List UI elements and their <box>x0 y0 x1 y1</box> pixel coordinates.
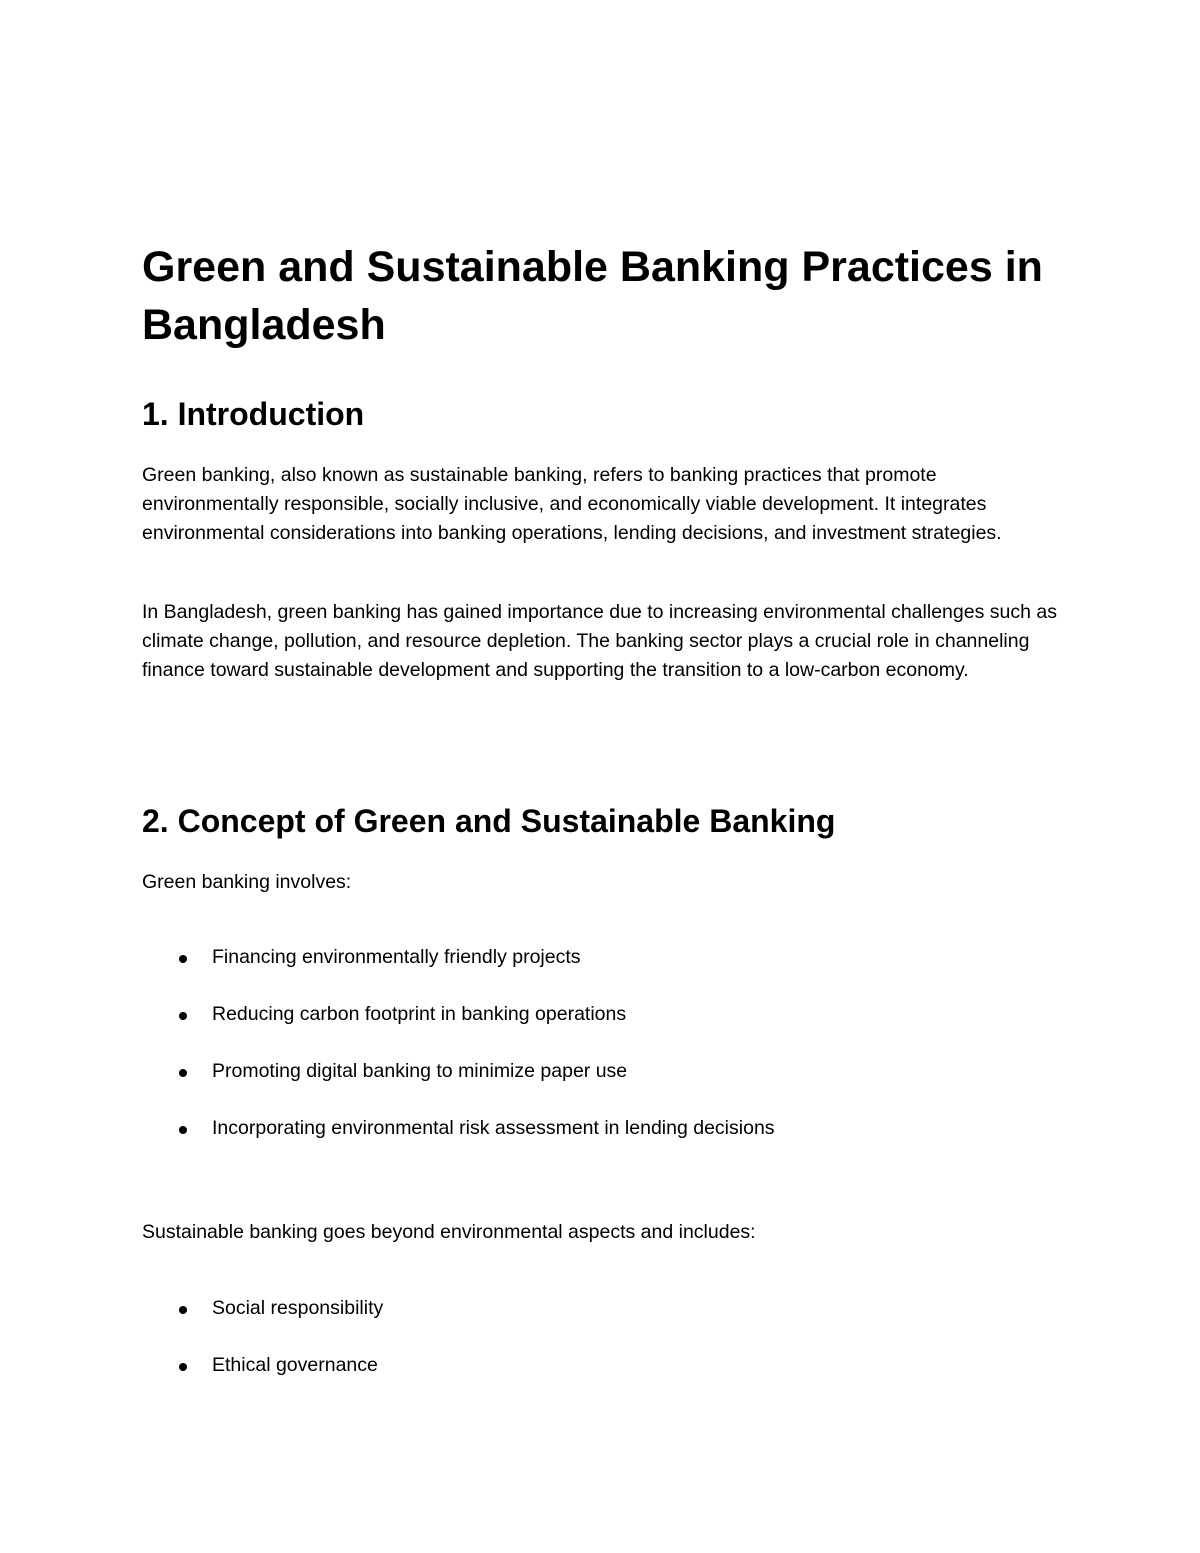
bullet-icon <box>179 1069 187 1077</box>
list-item <box>142 1114 775 1171</box>
list-item-text: Incorporating environmental risk assessment in lending decisions <box>212 1117 775 1139</box>
bullet-icon <box>179 1363 187 1371</box>
list-item <box>142 943 775 1000</box>
bullet-icon <box>179 1126 187 1134</box>
list-item <box>142 1057 775 1114</box>
list-item <box>142 1000 775 1057</box>
bullet-icon <box>179 1012 187 1020</box>
list-item <box>142 1351 383 1408</box>
introduction-paragraph-1: Green banking, also known as sustainable banking, refers to banking practices that promote environmentally responsible, socially inclusive, and economically viable development. It integrates environmental considerations into banking operations, lending decisions, and investment strategies. <box>142 464 1002 544</box>
introduction-paragraph-2: In Bangladesh, green banking has gained importance due to increasing environmental challenges such as climate change, pollution, and resource depletion. The banking sector plays a crucial role in channeling finance toward sustainable development and supporting the transition to a low-carbon economy. <box>142 601 1057 681</box>
list-item-text: Promoting digital banking to minimize paper use <box>212 1060 628 1082</box>
bullet-icon <box>179 955 187 963</box>
list-item-text: Ethical governance <box>212 1354 378 1376</box>
green-banking-bullet-list <box>142 943 775 1171</box>
list-item-text: Financing environmentally friendly projects <box>212 946 581 968</box>
bullet-icon <box>179 1306 187 1314</box>
sustainable-banking-bullet-list <box>142 1294 383 1408</box>
section-heading-introduction: 1. Introduction <box>142 396 365 432</box>
concept-intro-text: Green banking involves: <box>142 871 352 893</box>
list-item-text: Social responsibility <box>212 1297 384 1319</box>
sustainable-intro-text: Sustainable banking goes beyond environmental aspects and includes: <box>142 1221 756 1243</box>
section-heading-concept: 2. Concept of Green and Sustainable Banking <box>142 803 836 839</box>
list-item-text: Reducing carbon footprint in banking operations <box>212 1003 627 1025</box>
document-title: Green and Sustainable Banking Practices in Bangladesh <box>142 243 1043 349</box>
document-page <box>142 0 1062 1553</box>
list-item <box>142 1294 383 1351</box>
